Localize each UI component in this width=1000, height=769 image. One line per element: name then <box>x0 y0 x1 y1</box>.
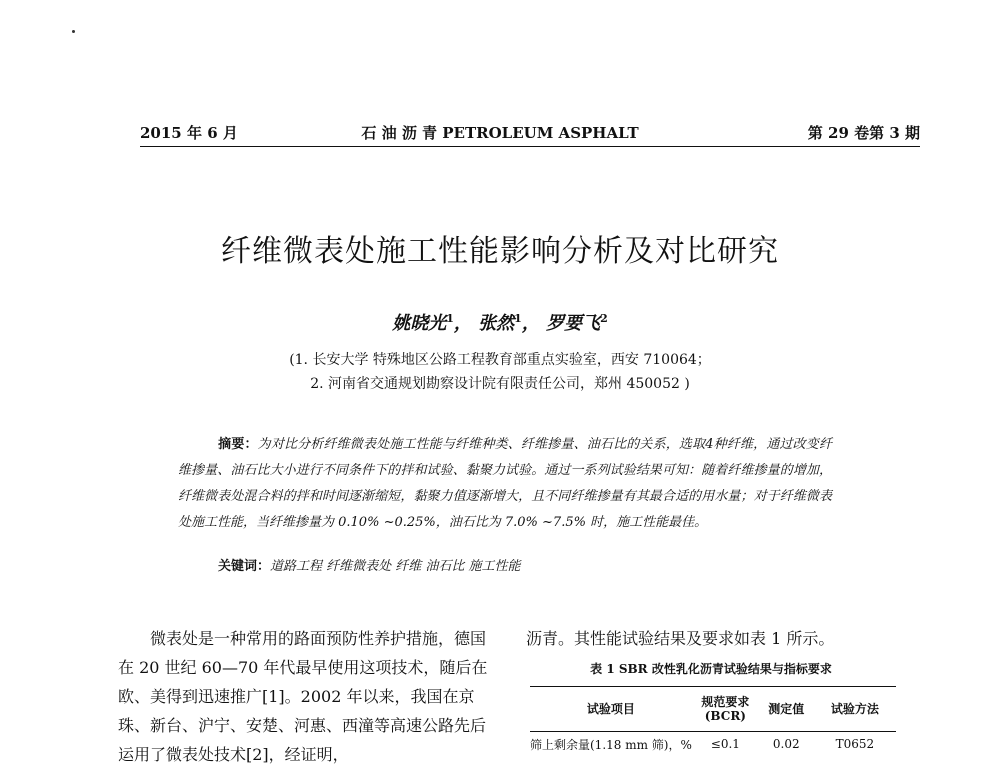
keywords-text: 道路工程 纤维微表处 纤维 油石比 施工性能 <box>270 559 521 574</box>
table-cell: T0652 <box>835 737 875 751</box>
author-list: 姚晓光$^1$， 张然$^1$， 罗要飞$^2$ <box>392 312 608 334</box>
author-name: 罗要飞 <box>546 313 601 334</box>
body-left-text: 微表处是一种常用的路面预防性养护措施，德国在 20 世纪 60—70 年代最早使用这项技术，随后在欧、美得到迅速推广[1]。2002 年以来，我国在京珠、新台、沪宁、安楚、河惠、西潼等高速公路先后运用了微表处技术[2]，经证明， <box>118 629 488 764</box>
author-name: 张然 <box>478 313 515 334</box>
table-row <box>530 732 896 757</box>
table-caption: 表 1 SBR 改性乳化沥青试验结果与指标要求 <box>590 662 832 676</box>
header-issue: 第 29 卷第 3 期 <box>807 124 920 142</box>
abstract-label: 摘要： <box>218 437 258 452</box>
table-header-cell: 规范要求 (BCR) <box>692 687 759 732</box>
header-journal-name: 石 油 沥 青 PETROLEUM ASPHALT <box>361 124 639 142</box>
affiliation-1: (1. 长安大学 特殊地区公路工程教育部重点实验室，西安 710064； <box>289 352 711 368</box>
table-header-cell: 试验方法 <box>814 687 896 732</box>
article-title: 纤维微表处施工性能影响分析及对比研究 <box>221 234 779 269</box>
table-cell: 筛上剩余量(1.18 mm 筛)，% <box>530 737 692 752</box>
table-cell: ≤0.1 <box>710 737 740 751</box>
header-date: 2015 年 6 月 <box>140 124 238 142</box>
table-cell: 0.02 <box>772 737 800 751</box>
body-right-column: 沥青。其性能试验结果及要求如表 1 所示。 <box>526 629 835 648</box>
table-header-row <box>530 687 896 732</box>
scan-speck <box>72 30 75 33</box>
author-affil-mark: 2 <box>600 312 608 325</box>
author-affil-mark: 1 <box>446 312 454 325</box>
abstract-text: 为对比分析纤维微表处施工性能与纤维种类、纤维掺量、油石比的关系，选取4种纤维，通过改变纤维掺量、油石比大小进行不同条件下的拌和试验、黏聚力试验。通过一系列试验结果可知：随着纤维掺量的增加，纤维微表处混合料的拌和时间逐渐缩短，黏聚力值逐渐增大，且不同纤维掺量有其最合适的用水量；对于纤维微表处施工性能，当纤维掺量为 0.10% ~0.25%，油石比为 7.0% ~7.5% 时，施工性能最佳。 <box>178 437 832 530</box>
keywords-label: 关键词： <box>218 559 271 574</box>
author-name: 姚晓光 <box>392 313 447 334</box>
affiliation-2: 2. 河南省交通规划勘察设计院有限责任公司，郑州 450052 ) <box>310 376 690 392</box>
abstract <box>178 432 832 536</box>
data-table <box>530 686 896 756</box>
header-rule <box>140 146 920 147</box>
keywords <box>218 555 521 574</box>
table-header-cell: 试验项目 <box>530 687 692 732</box>
body-left-column <box>118 624 496 769</box>
table-header-cell: 测定值 <box>759 687 814 732</box>
author-affil-mark: 1 <box>514 312 522 325</box>
